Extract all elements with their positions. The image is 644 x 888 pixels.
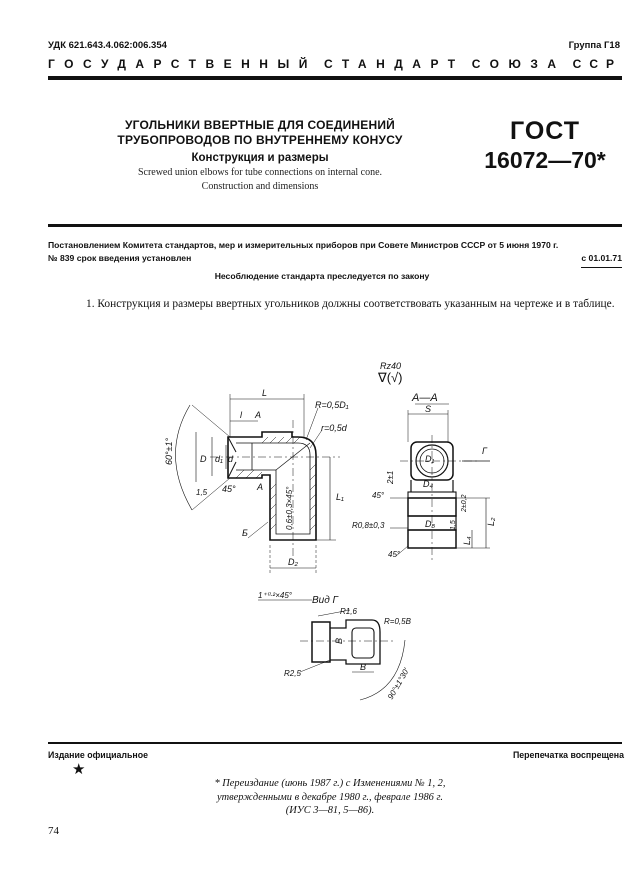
svg-text:R=0,5D₁: R=0,5D₁ [315, 400, 349, 410]
section-a-a-view [390, 404, 490, 560]
view-g [258, 600, 405, 700]
gost-label: ГОСТ [510, 117, 580, 145]
page-number: 74 [48, 825, 59, 837]
svg-text:Б: Б [242, 528, 248, 538]
header-rule [48, 76, 622, 80]
svg-text:D₄: D₄ [423, 479, 434, 489]
footer-rule [48, 742, 622, 744]
state-standard-banner [48, 57, 622, 71]
group-code: Группа Г18 [568, 40, 620, 51]
svg-text:А: А [255, 410, 262, 420]
svg-text:В: В [334, 637, 344, 644]
svg-text:d₁: d₁ [215, 454, 223, 464]
decree-line-2: № 839 срок введения установлен [48, 253, 192, 263]
banner-word-1: ГОСУДАРСТВЕННЫЙ [48, 57, 317, 71]
svg-text:R0,8±0,3: R0,8±0,3 [352, 521, 385, 530]
svg-text:2±0,2: 2±0,2 [461, 494, 468, 512]
effective-date: с 01.01.71 [581, 252, 622, 268]
svg-text:90°±1°30′: 90°±1°30′ [385, 666, 412, 701]
svg-text:45°: 45° [388, 550, 401, 559]
view-g-label: Вид Г [312, 595, 338, 606]
svg-text:r=0,5d: r=0,5d [321, 423, 347, 433]
svg-text:1,5: 1,5 [196, 488, 208, 497]
official-edition: Издание официальное [48, 750, 148, 760]
title-rule [48, 224, 622, 227]
reissue-line-1: * Переиздание (июнь 1987 г.) с Изменениями № 1, 2, [214, 778, 446, 789]
title-english-2: Construction and dimensions [201, 181, 319, 192]
gost-number: 16072—70* [484, 147, 606, 173]
document-title-block [100, 118, 420, 192]
svg-text:D: D [200, 454, 207, 464]
svg-text:L₁: L₁ [336, 492, 344, 502]
svg-text:Г: Г [482, 446, 487, 456]
reissue-line-2: утвержденными в декабре 1980 г., феврале 1986 г. [216, 791, 443, 803]
title-line-2: ТРУБОПРОВОДОВ ПО ВНУТРЕННЕМУ КОНУСУ [117, 133, 403, 147]
svg-text:А: А [257, 482, 264, 492]
svg-text:45°: 45° [222, 484, 236, 494]
svg-text:1,5: 1,5 [450, 520, 457, 530]
title-subtitle: Конструкция и размеры [191, 152, 329, 164]
reissue-note [180, 777, 480, 818]
svg-text:0,6±0,3×45°: 0,6±0,3×45° [285, 486, 294, 530]
svg-text:L₄: L₄ [462, 536, 472, 545]
decree-line-1: Постановлением Комитета стандартов, мер и измерительных приборов при Совете Министров СССР от 5 июня 1970 г. [48, 240, 559, 250]
roughness-label: Rz40 [380, 361, 402, 371]
svg-text:D₂: D₂ [288, 557, 298, 567]
svg-text:S: S [425, 404, 432, 414]
svg-text:L: L [262, 388, 268, 398]
paragraph-1: 1. Конструкция и размеры ввертных угольников должны соответствовать указанным на чертеже и в таблице. [86, 298, 615, 310]
technical-drawing [140, 350, 540, 730]
decree-block [48, 239, 622, 268]
svg-text:В: В [360, 662, 367, 672]
title-english-1: Screwed union elbows for tube connections on internal cone. [137, 167, 383, 178]
svg-text:R=0,5В: R=0,5В [384, 617, 411, 626]
star-icon: ★ [72, 762, 86, 778]
reissue-line-3: (ИУС 3—81, 5—86). [285, 805, 375, 816]
svg-text:60°±1°: 60°±1° [164, 437, 174, 465]
svg-text:45°: 45° [372, 491, 385, 500]
law-notice: Несоблюдение стандарта преследуется по закону [214, 271, 430, 281]
svg-text:D₁: D₁ [425, 454, 435, 464]
svg-text:2±1: 2±1 [386, 470, 395, 484]
svg-text:1⁺⁰·²×45°: 1⁺⁰·²×45° [258, 591, 292, 600]
gost-designation [480, 117, 610, 175]
title-line-1: УГОЛЬНИКИ ВВЕРТНЫЕ ДЛЯ СОЕДИНЕНИЙ [124, 118, 396, 132]
svg-text:d: d [228, 454, 234, 464]
svg-text:D₅: D₅ [425, 519, 436, 529]
reprint-prohibited: Перепечатка воспрещена [512, 750, 624, 760]
udk-code: УДК 621.643.4.062:006.354 [48, 40, 167, 51]
svg-text:R1,6: R1,6 [340, 607, 357, 616]
banner-word-3: СОЮЗА [471, 57, 566, 71]
banner-word-2: СТАНДАРТ [323, 57, 465, 71]
banner-word-4: ССР [572, 57, 622, 71]
section-label: А—А [412, 392, 438, 404]
svg-text:l: l [240, 410, 242, 420]
svg-text:∇(√): ∇(√) [378, 370, 403, 385]
svg-text:L₂: L₂ [486, 517, 496, 526]
svg-text:R2,5: R2,5 [284, 669, 301, 678]
